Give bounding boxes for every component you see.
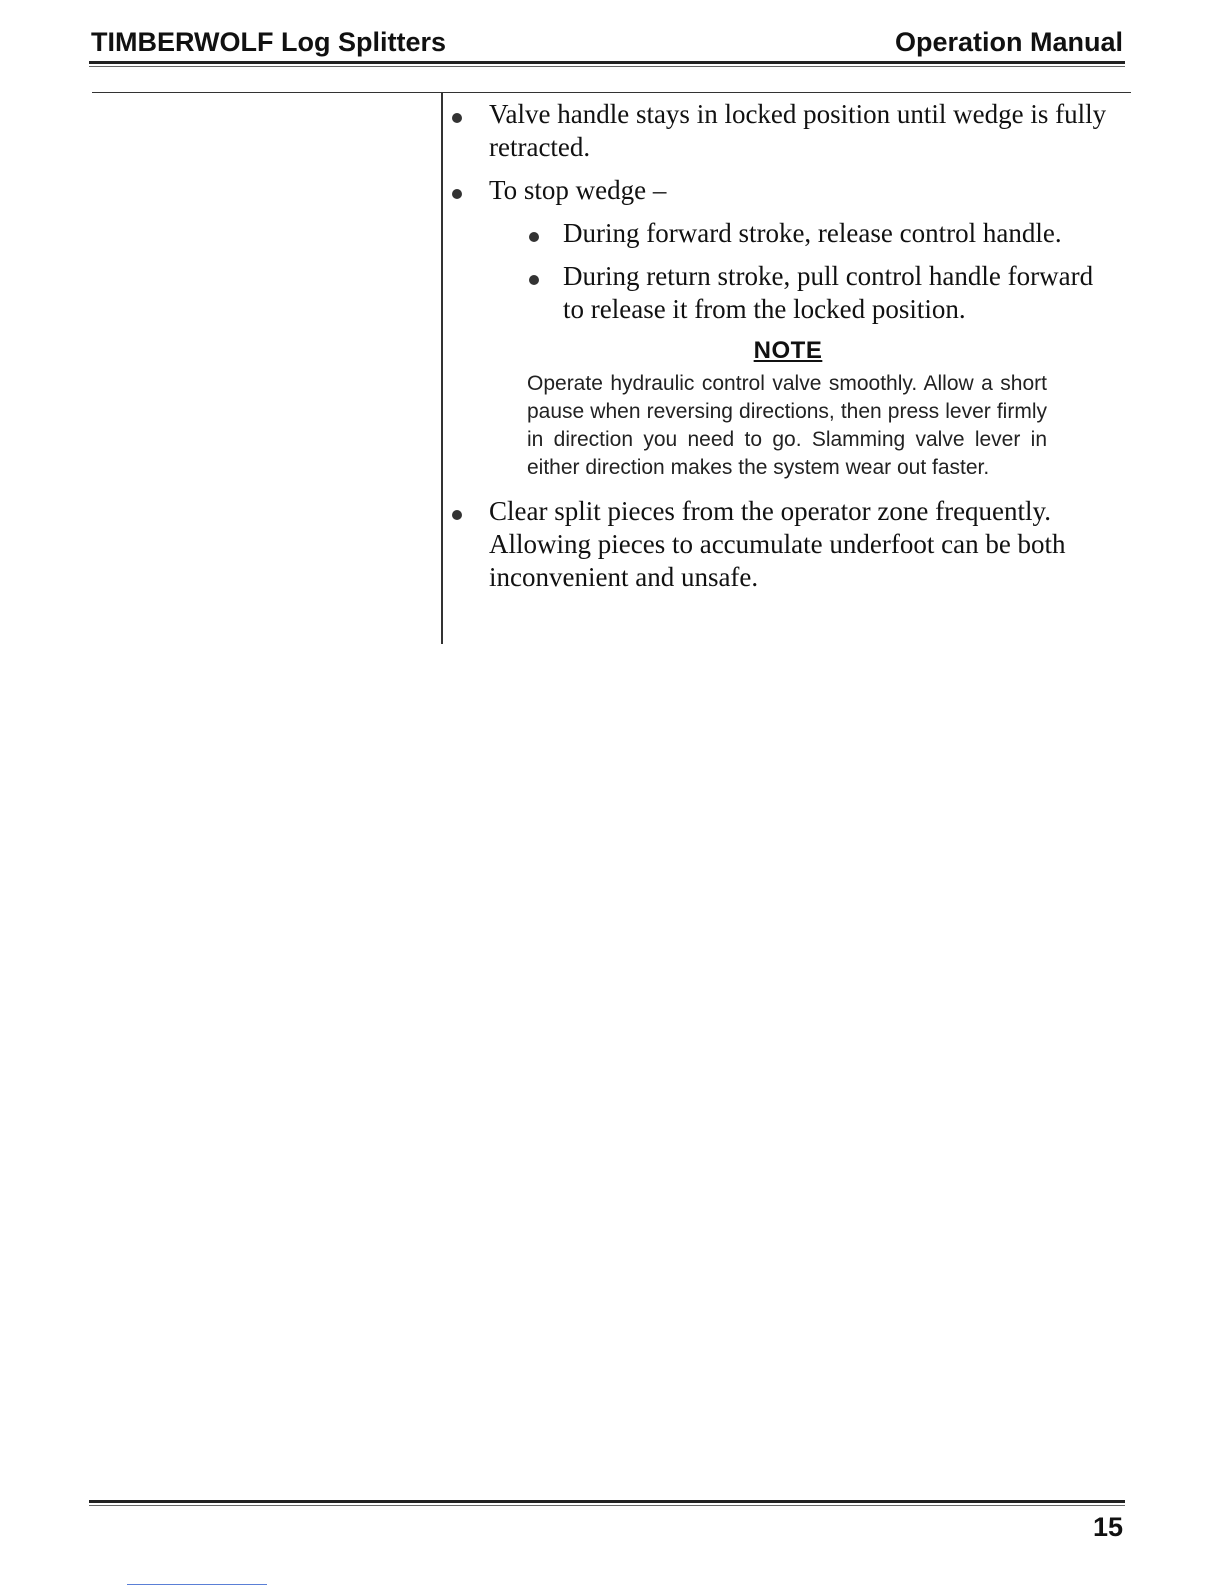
bullet-item [450, 174, 1130, 207]
footer-divider [89, 1500, 1125, 1503]
page-number: 15 [1092, 1512, 1123, 1542]
bullet-item [450, 98, 1130, 164]
sub-bullet-text: During return stroke, pull control handle forward to release it from the locked position. [563, 261, 1094, 324]
bullet-text: Valve handle stays in locked position until wedge is fully retracted. [489, 99, 1107, 162]
header-section-title: Operation Manual [894, 27, 1123, 57]
header-divider [89, 61, 1125, 64]
left-column-rule [92, 92, 441, 93]
sub-bullet-item [450, 217, 1130, 250]
bullet-text: To stop wedge – [489, 175, 667, 205]
column-divider [441, 92, 443, 644]
sub-bullet-item [450, 260, 1130, 326]
note-body: Operate hydraulic control valve smoothly. Allow a short pause when reversing directions, then press lever firmly in direction you need to go. Slamming valve lever in either direction makes the system wear out faster. [527, 372, 1047, 479]
instruction-content [450, 92, 1130, 594]
bullet-icon [452, 189, 462, 199]
sub-bullet-text: During forward stroke, release control handle. [563, 218, 1062, 248]
header-divider-thin [89, 66, 1125, 67]
bullet-text: Clear split pieces from the operator zone frequently. Allowing pieces to accumulate underfoot can be both inconvenient and unsafe. [489, 496, 1066, 592]
bullet-icon [529, 275, 539, 285]
bullet-icon [452, 113, 462, 123]
bullet-icon [452, 510, 462, 520]
note-title: NOTE [753, 337, 823, 364]
footer-divider-thin [89, 1505, 1125, 1506]
bullet-icon [529, 232, 539, 242]
bullet-item [450, 495, 1130, 594]
header-manual-title: TIMBERWOLF Log Splitters [91, 27, 446, 57]
